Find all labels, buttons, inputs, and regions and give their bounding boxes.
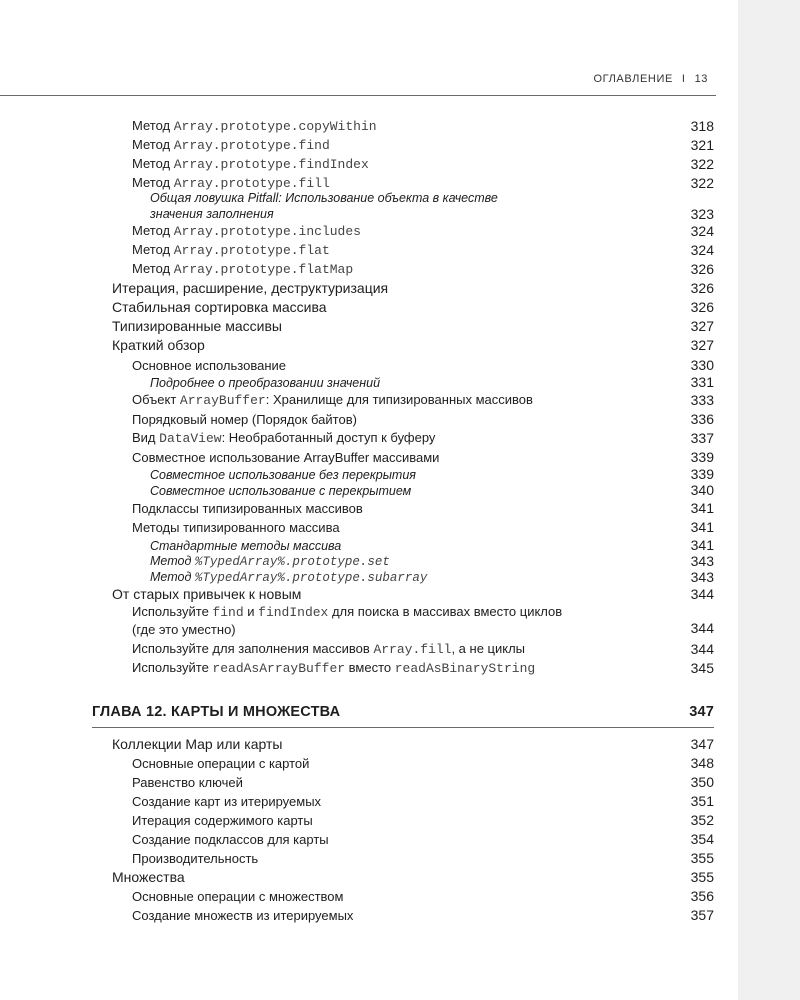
toc-entry-page: 350: [690, 774, 714, 790]
toc-entry[interactable]: [112, 315, 714, 334]
running-head: [593, 73, 708, 85]
toc-entry-page: 344: [690, 586, 714, 602]
running-head-page: 13: [694, 73, 708, 85]
toc-entry-page: 336: [690, 411, 714, 427]
toc-entry-page: 326: [690, 280, 714, 296]
toc-entry-title: [132, 118, 377, 134]
toc-entry-page: 354: [690, 831, 714, 847]
toc-entry-title: [132, 261, 353, 277]
toc-entry-title: Совместное использование без перекрытия: [150, 468, 416, 482]
toc-entry-mid: и: [243, 604, 259, 619]
toc-entry-suffix: : Необработанный доступ к буферу: [221, 430, 436, 445]
toc-entry-page: 339: [690, 449, 714, 465]
toc-entry-title: Итерация содержимого карты: [132, 813, 313, 828]
toc-entry-title-line2: значения заполнения: [150, 207, 274, 221]
toc-entry-prefix: Вид: [132, 430, 160, 445]
toc-entry-page: 343: [690, 569, 714, 585]
toc-entry-page: 352: [690, 812, 714, 828]
toc-entry[interactable]: [132, 239, 714, 258]
page-margin-strip: [738, 0, 800, 1000]
toc-entry-title: [132, 392, 533, 408]
toc-entry-prefix: Метод: [132, 118, 174, 133]
toc-entry-page: 356: [690, 888, 714, 904]
toc-entry-prefix: Используйте: [132, 604, 213, 619]
toc-entry-title-line2: (где это уместно): [132, 622, 236, 637]
toc-entry[interactable]: [132, 657, 714, 676]
toc-entry-page: 326: [690, 299, 714, 315]
toc-entry-title: Коллекции Map или карты: [112, 736, 283, 752]
toc-entry-title: [132, 641, 525, 657]
toc-entry-title: Производительность: [132, 851, 259, 866]
toc-entry-page: 318: [690, 118, 714, 134]
toc-entry[interactable]: [132, 115, 714, 134]
toc-entry[interactable]: [112, 296, 714, 315]
toc-entry-title: Подробнее о преобразовании значений: [150, 376, 381, 390]
toc-entry-page: 324: [690, 223, 714, 239]
chapter-heading[interactable]: [92, 700, 714, 720]
toc-entry-page: 344: [690, 641, 714, 657]
toc-entry[interactable]: [132, 134, 714, 153]
toc-entry-code: find: [212, 605, 244, 620]
toc-entry[interactable]: [132, 497, 714, 516]
toc-entry-title: Порядковый номер (Порядок байтов): [132, 412, 357, 427]
toc-entry-page: 330: [690, 357, 714, 373]
toc-entry-prefix: Метод: [132, 261, 174, 276]
toc-entry-title: Множества: [112, 869, 185, 885]
toc-entry[interactable]: [132, 638, 714, 657]
toc-entry-title: Создание множеств из итерируемых: [132, 908, 354, 923]
toc-entry-code: Array.prototype.copyWithin: [173, 119, 377, 134]
toc-entry-title: Совместное использование ArrayBuffer массивами: [132, 450, 440, 465]
toc-entry-prefix: Метод: [132, 175, 174, 190]
chapter-divider: [92, 727, 714, 728]
toc-entry-title: [132, 430, 435, 446]
toc-entry[interactable]: [132, 809, 714, 828]
toc-entry-page: 331: [690, 374, 714, 390]
toc-entry-title: Создание карт из итерируемых: [132, 794, 322, 809]
toc-entry-prefix: Используйте: [132, 660, 213, 675]
toc-entry[interactable]: [112, 334, 714, 353]
toc-entry-title: Стандартные методы массива: [150, 539, 342, 553]
toc-entry-title: Совместное использование с перекрытием: [150, 484, 412, 498]
toc-entry-page: 344: [690, 620, 714, 636]
toc-entry-title: Равенство ключей: [132, 775, 243, 790]
toc-entry-title: Основные операции с множеством: [132, 889, 344, 904]
toc-entry-page: 321: [690, 137, 714, 153]
toc-entry[interactable]: [132, 389, 714, 408]
toc-entry-page: 343: [690, 553, 714, 569]
chapter-title: ГЛАВА 12. КАРТЫ И МНОЖЕСТВА: [92, 704, 341, 720]
toc-entry-title: [132, 175, 330, 191]
toc-entry-code2: readAsBinaryString: [394, 661, 536, 676]
toc-entry-page: 326: [690, 261, 714, 277]
toc-entry-page: 339: [690, 466, 714, 482]
toc-entry[interactable]: [150, 481, 714, 498]
toc-entry[interactable]: [112, 733, 714, 752]
toc-entry-page: 355: [690, 850, 714, 866]
toc-entry[interactable]: [112, 866, 714, 885]
toc-entry-page: 340: [690, 482, 714, 498]
toc-entry-code: DataView: [159, 431, 222, 446]
toc-entry-title: Итерация, расширение, деструктуризация: [112, 280, 389, 296]
toc-entry[interactable]: [132, 828, 714, 847]
toc-entry[interactable]: [132, 771, 714, 790]
toc-entry-page: 333: [690, 392, 714, 408]
toc-entry[interactable]: [132, 427, 714, 446]
toc-entry-suffix: : Хранилище для типизированных массивов: [265, 392, 533, 407]
toc-entry-page: 355: [690, 869, 714, 885]
toc-entry[interactable]: [112, 583, 714, 602]
toc-entry-title: Создание подклассов для карты: [132, 832, 329, 847]
toc-entry[interactable]: [150, 190, 714, 222]
running-head-title: ОГЛАВЛЕНИЕ: [593, 73, 673, 85]
toc-entry-title: [132, 156, 369, 172]
toc-entry-code: Array.prototype.find: [173, 138, 330, 153]
toc-entry-prefix: Метод: [132, 137, 174, 152]
toc-entry-page: 322: [690, 156, 714, 172]
toc-entry-title: От старых привычек к новым: [112, 586, 302, 602]
toc-entry-title-line1: [132, 603, 714, 621]
toc-entry[interactable]: [150, 536, 714, 553]
toc-entry[interactable]: [132, 516, 714, 535]
toc-entry-code: %TypedArray%.prototype.subarray: [194, 571, 428, 585]
toc-entry[interactable]: [132, 258, 714, 277]
toc-entry-title: Стабильная сортировка массива: [112, 299, 327, 315]
toc-entry-title: [132, 242, 330, 258]
toc-entry[interactable]: [132, 408, 714, 427]
toc-entry-prefix: Метод: [150, 570, 195, 584]
toc-entry-page: 341: [690, 519, 714, 535]
toc-entry-prefix: Метод: [132, 156, 174, 171]
chapter-page: 347: [689, 704, 714, 720]
header-divider: [0, 95, 716, 96]
toc-entry-page: 347: [690, 736, 714, 752]
toc-entry-page: 341: [690, 537, 714, 553]
toc-entry-code: ArrayBuffer: [179, 393, 266, 408]
toc-entry-title: [150, 554, 390, 569]
toc-entry[interactable]: [132, 752, 714, 771]
toc-entry-page: 351: [690, 793, 714, 809]
toc-entry-title: [132, 137, 330, 153]
toc-entry-code: Array.prototype.flatMap: [173, 262, 354, 277]
toc-entry-page: 348: [690, 755, 714, 771]
toc-entry-code: Array.prototype.includes: [173, 224, 361, 239]
toc-entry[interactable]: [132, 153, 714, 172]
toc-entry-title: Подклассы типизированных массивов: [132, 501, 363, 516]
toc-entry-page: 341: [690, 500, 714, 516]
toc-entry-code: Array.prototype.fill: [173, 176, 330, 191]
toc-entry-page: 345: [690, 660, 714, 676]
toc-entry[interactable]: [132, 885, 714, 904]
toc-entry-code: Array.prototype.findIndex: [173, 157, 369, 172]
toc-entry-title: Краткий обзор: [112, 337, 205, 353]
toc-entry-title: [132, 223, 361, 239]
toc-entry-page: 324: [690, 242, 714, 258]
toc-entry-page: 337: [690, 430, 714, 446]
toc-entry[interactable]: [132, 446, 714, 465]
toc-entry[interactable]: [132, 354, 714, 373]
toc-entry-code: %TypedArray%.prototype.set: [194, 555, 390, 569]
toc-entry[interactable]: [132, 904, 714, 923]
toc-entry-title: [132, 660, 535, 676]
toc-entry-title: Основное использование: [132, 358, 286, 373]
toc-entry-title: Методы типизированного массива: [132, 520, 340, 535]
toc-entry-page: 327: [690, 337, 714, 353]
toc-entry-code2: findIndex: [258, 605, 329, 620]
toc-entry[interactable]: [150, 373, 714, 390]
toc-entry-title: Основные операции с картой: [132, 756, 310, 771]
toc-entry-page: 357: [690, 907, 714, 923]
toc-entry[interactable]: [132, 172, 714, 191]
toc-entry[interactable]: [112, 277, 714, 296]
toc-entry-title-line1: Общая ловушка Pitfall: Использование объекта в качестве: [150, 191, 498, 205]
toc-entry[interactable]: [132, 603, 714, 637]
toc-entry-page: 327: [690, 318, 714, 334]
toc-entry-mid: вместо: [345, 660, 395, 675]
toc-entry-prefix: Объект: [132, 392, 180, 407]
toc-entry-prefix: Метод: [150, 554, 195, 568]
toc-entry-prefix: Метод: [132, 223, 174, 238]
toc-entry-code: Array.prototype.flat: [173, 243, 330, 258]
toc-entry[interactable]: [132, 847, 714, 866]
toc-entry-prefix: Используйте для заполнения массивов: [132, 641, 374, 656]
running-head-separator: I: [681, 73, 686, 85]
toc-entry-suffix: , а не циклы: [451, 641, 526, 656]
toc-entry-code: readAsArrayBuffer: [212, 661, 346, 676]
toc-entry[interactable]: [132, 790, 714, 809]
toc-entry-title: Типизированные массивы: [112, 318, 282, 334]
toc-entry[interactable]: [150, 465, 714, 482]
toc-entry-prefix: Метод: [132, 242, 174, 257]
toc-entry-suffix: для поиска в массивах вместо циклов: [328, 604, 563, 619]
toc-entry-page: 322: [690, 175, 714, 191]
toc-entry[interactable]: [132, 220, 714, 239]
toc-entry-code: Array.fill: [373, 642, 452, 657]
toc-entry-page: 323: [690, 206, 714, 222]
toc-entry[interactable]: [150, 552, 714, 569]
